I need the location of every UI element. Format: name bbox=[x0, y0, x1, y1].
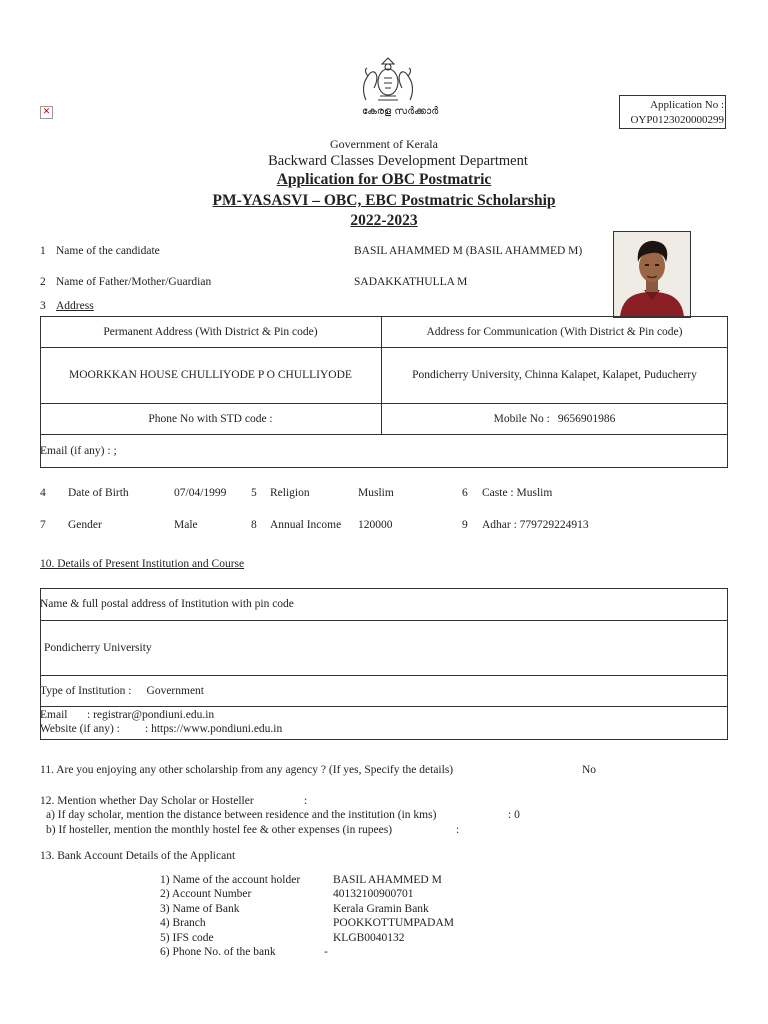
communication-address-header: Address for Communication (With District & Pin code) bbox=[426, 325, 683, 338]
institution-website: : https://www.pondiuni.edu.in bbox=[145, 723, 283, 735]
government-name: Government of Kerala bbox=[330, 137, 438, 151]
mobile-number: 9656901986 bbox=[557, 412, 616, 425]
institution-website-label: Website (if any) : bbox=[40, 723, 120, 735]
candidate-name-label: Name of the candidate bbox=[56, 245, 160, 257]
permanent-address: MOORKKAN HOUSE CHULLIYODE P O CHULLIYODE bbox=[69, 369, 352, 381]
question-12: 12. Mention whether Day Scholar or Hosteller bbox=[40, 795, 254, 807]
income-label: Annual Income bbox=[270, 519, 342, 531]
bank-value-1: BASIL AHAMMED M bbox=[333, 874, 442, 886]
question-12b-answer: : bbox=[456, 824, 460, 836]
emblem-caption: കേരള സർക്കാർ bbox=[362, 106, 439, 117]
institution-email-label: Email bbox=[40, 709, 68, 721]
dob-value: 07/04/1999 bbox=[174, 487, 227, 499]
title-line-2: PM-YASASVI – OBC, EBC Postmatric Scholarship bbox=[212, 192, 556, 209]
bank-value-2: 40132100900701 bbox=[333, 888, 414, 900]
bank-label-6: 6) Phone No. of the bank bbox=[160, 946, 276, 958]
institution-type-label: Type of Institution : bbox=[40, 684, 132, 697]
email-label: Email (if any) : ; bbox=[40, 445, 117, 457]
institution-section-heading: 10. Details of Present Institution and Course bbox=[40, 558, 245, 570]
kerala-emblem bbox=[358, 56, 418, 106]
institution-address-label: Name & full postal address of Institution with pin code bbox=[40, 598, 294, 610]
question-13: 13. Bank Account Details of the Applicant bbox=[40, 850, 236, 862]
institution-name: Pondicherry University bbox=[44, 641, 152, 654]
item-number-6: 6 bbox=[462, 487, 468, 499]
application-number: OYP0123020000299 bbox=[630, 114, 724, 126]
institution-type: Government bbox=[146, 684, 204, 697]
bank-value-6: - bbox=[324, 946, 328, 958]
academic-year: 2022-2023 bbox=[350, 212, 418, 229]
question-12-colon: : bbox=[304, 795, 308, 807]
candidate-photo bbox=[613, 231, 691, 318]
bank-label-5: 5) IFS code bbox=[160, 932, 214, 944]
question-11-answer: No bbox=[582, 764, 597, 776]
adhar-value: Adhar : 779729224913 bbox=[482, 519, 589, 531]
question-12a: a) If day scholar, mention the distance between residence and the institution (in kms) bbox=[46, 809, 437, 821]
religion-label: Religion bbox=[270, 487, 310, 499]
broken-image-icon: ✕ bbox=[40, 106, 53, 119]
item-number-5: 5 bbox=[251, 487, 257, 499]
bank-value-4: POOKKOTTUMPADAM bbox=[333, 917, 454, 929]
bank-label-3: 3) Name of Bank bbox=[160, 903, 240, 915]
application-number-label: Application No : bbox=[650, 99, 724, 111]
question-12a-answer: : 0 bbox=[508, 809, 520, 821]
religion-value: Muslim bbox=[358, 487, 394, 499]
bank-value-3: Kerala Gramin Bank bbox=[333, 903, 429, 915]
bank-label-4: 4) Branch bbox=[160, 917, 206, 929]
item-number-1: 1 bbox=[40, 245, 46, 257]
communication-address: Pondicherry University, Chinna Kalapet, Kalapet, Puducherry bbox=[412, 369, 697, 381]
item-number-3: 3 bbox=[40, 300, 46, 312]
guardian-label: Name of Father/Mother/Guardian bbox=[56, 276, 212, 288]
application-number-box bbox=[619, 95, 726, 129]
mobile-label: Mobile No : bbox=[493, 412, 550, 425]
bank-label-1: 1) Name of the account holder bbox=[160, 874, 301, 886]
item-number-2: 2 bbox=[40, 276, 46, 288]
question-12b: b) If hosteller, mention the monthly hostel fee & other expenses (in rupees) bbox=[46, 824, 393, 836]
question-11: 11. Are you enjoying any other scholarship from any agency ? (If yes, Specify the details) bbox=[40, 764, 454, 776]
institution-email: : registrar@pondiuni.edu.in bbox=[87, 709, 215, 721]
gender-label: Gender bbox=[68, 519, 102, 531]
item-number-4: 4 bbox=[40, 487, 46, 499]
institution-table-rule-3 bbox=[40, 706, 728, 707]
institution-type-row bbox=[40, 675, 728, 706]
guardian-name: SADAKKATHULLA M bbox=[354, 276, 468, 288]
caste-value: Caste : Muslim bbox=[482, 487, 553, 499]
gender-value: Male bbox=[174, 519, 198, 531]
address-label: Address bbox=[56, 300, 94, 312]
candidate-name: BASIL AHAMMED M (BASIL AHAMMED M) bbox=[354, 245, 583, 257]
department-name: Backward Classes Development Department bbox=[268, 153, 528, 169]
candidate-photo-image bbox=[614, 232, 690, 317]
permanent-address-header: Permanent Address (With District & Pin code) bbox=[103, 325, 318, 338]
item-number-8: 8 bbox=[251, 519, 257, 531]
phone-label: Phone No with STD code : bbox=[148, 412, 273, 425]
dob-label: Date of Birth bbox=[68, 487, 129, 499]
bank-label-2: 2) Account Number bbox=[160, 888, 252, 900]
bank-value-5: KLGB0040132 bbox=[333, 932, 405, 944]
item-number-9: 9 bbox=[462, 519, 468, 531]
income-value: 120000 bbox=[358, 519, 393, 531]
title-line-1: Application for OBC Postmatric bbox=[276, 171, 492, 188]
mobile-cell bbox=[381, 403, 728, 434]
item-number-7: 7 bbox=[40, 519, 46, 531]
